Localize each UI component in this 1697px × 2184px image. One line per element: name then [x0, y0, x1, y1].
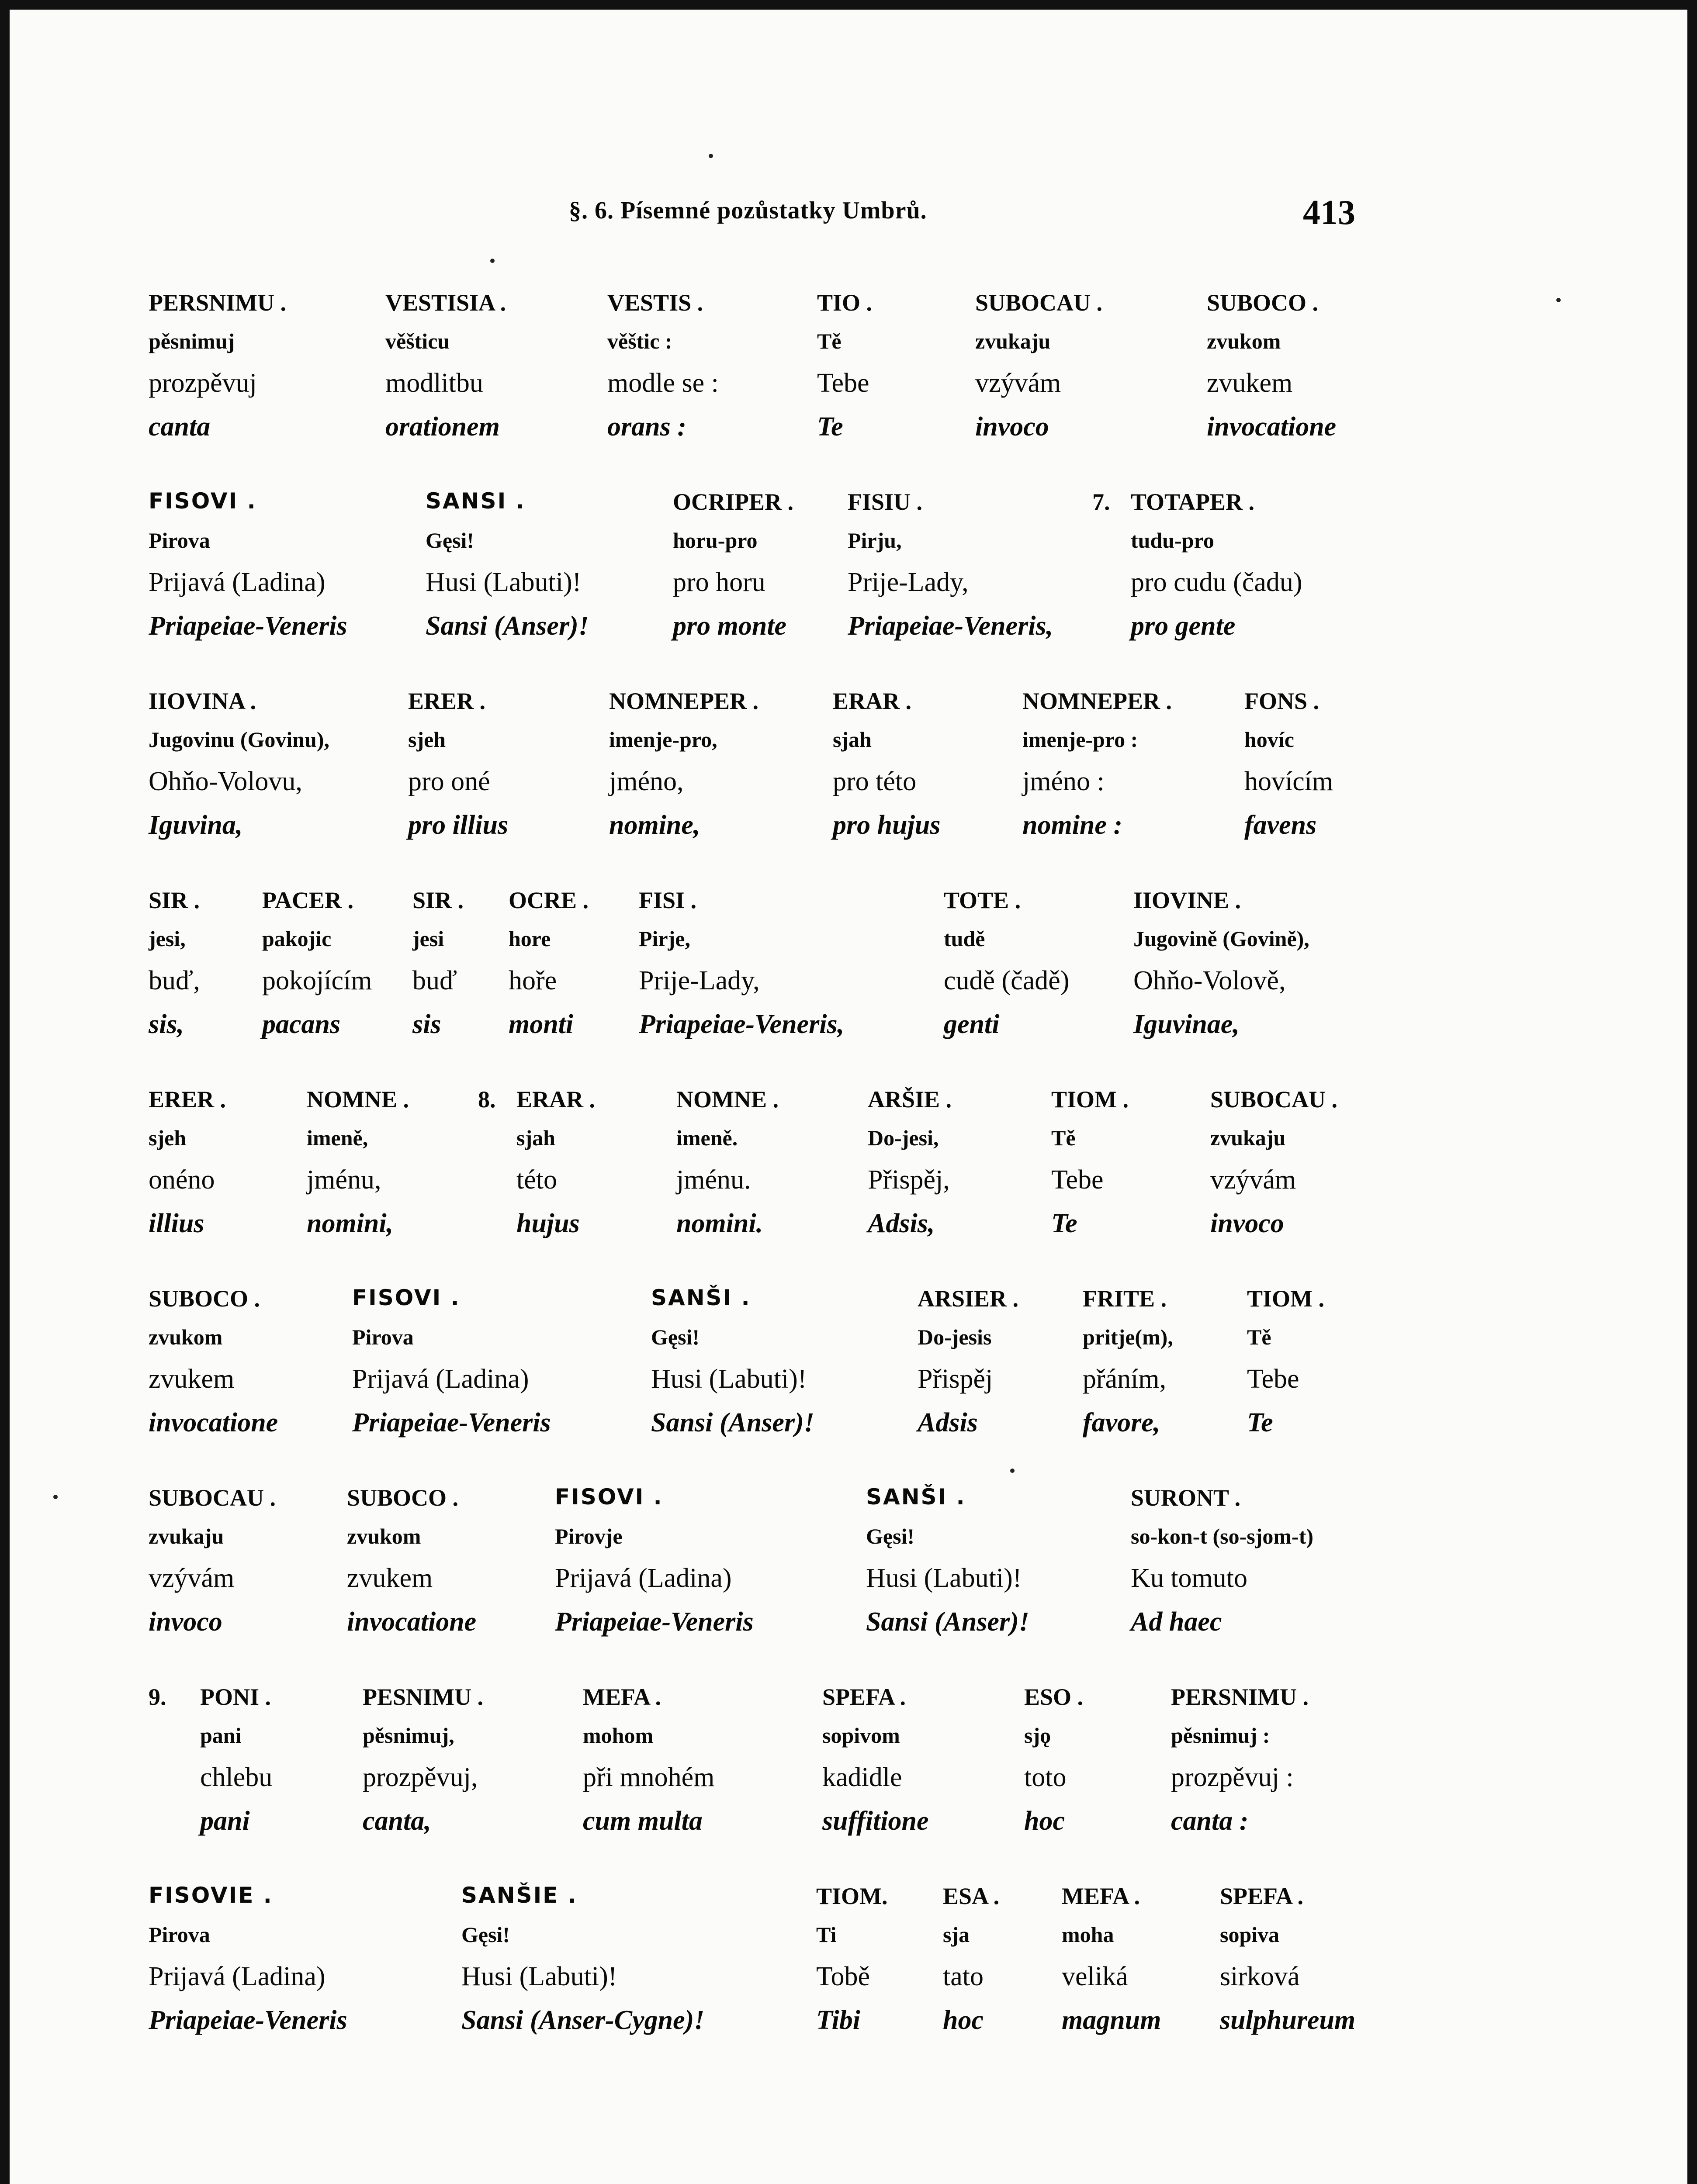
gloss-cell	[651, 1285, 814, 1451]
gloss-cell	[363, 1683, 483, 1849]
latin-translation: Sansi (Anser)!	[651, 1408, 814, 1438]
slavic-gloss: Gęsi!	[651, 1325, 700, 1349]
czech-translation: jméno,	[609, 767, 684, 796]
umbrian-word: OCRIPER .	[673, 489, 794, 515]
row-number: 7.	[1092, 489, 1110, 515]
umbrian-word: SPEFA .	[1220, 1883, 1304, 1909]
slavic-gloss: Pirova	[149, 1922, 210, 1947]
czech-translation: pro horu	[673, 567, 765, 597]
umbrian-word: FRITE .	[1083, 1286, 1167, 1312]
slavic-gloss: sjeh	[408, 727, 446, 752]
gloss-cell	[609, 688, 758, 854]
umbrian-word: PONI .	[200, 1684, 271, 1710]
slavic-gloss: imenje-pro,	[609, 727, 717, 752]
latin-translation: Te	[817, 412, 843, 442]
umbrian-word: FISOVI .	[352, 1285, 461, 1310]
gloss-cell	[816, 1883, 888, 2049]
slavic-gloss: zvukaju	[1210, 1126, 1286, 1150]
umbrian-word: ESO .	[1024, 1684, 1084, 1710]
czech-translation: zvukem	[149, 1364, 235, 1394]
slavic-gloss: pakojic	[262, 926, 332, 951]
umbrian-word: ERER .	[149, 1086, 226, 1113]
umbrian-word: TOTE .	[944, 887, 1021, 913]
latin-translation: orationem	[385, 412, 500, 442]
gloss-cell	[352, 1285, 551, 1451]
czech-translation: kadidle	[822, 1762, 902, 1792]
latin-translation: Te	[1051, 1209, 1077, 1238]
czech-translation: Husi (Labuti)!	[461, 1962, 617, 1991]
umbrian-word: SUBOCO .	[1207, 290, 1319, 316]
czech-translation: této	[516, 1165, 557, 1195]
latin-translation: invocatione	[347, 1607, 477, 1637]
latin-translation: favore,	[1083, 1408, 1160, 1438]
scan-speck	[1556, 298, 1561, 302]
gloss-cell	[149, 289, 286, 455]
row-number: 9.	[149, 1684, 166, 1710]
gloss-cell	[149, 1484, 276, 1650]
latin-translation: canta,	[363, 1806, 431, 1836]
slavic-gloss: věšticu	[385, 329, 450, 353]
gloss-cell	[1210, 1086, 1337, 1252]
latin-translation: Priapeiae-Veneris	[149, 2005, 347, 2035]
slavic-gloss: tudu-pro	[1131, 528, 1214, 553]
czech-translation: Tebe	[1051, 1165, 1104, 1195]
umbrian-word: NOMNE .	[676, 1086, 779, 1113]
latin-translation: invocatione	[149, 1408, 278, 1438]
latin-translation: Sansi (Anser)!	[426, 611, 589, 641]
umbrian-word: SPEFA .	[822, 1684, 906, 1710]
czech-translation: Prije-Lady,	[639, 966, 760, 995]
slavic-gloss: imeně,	[307, 1126, 368, 1150]
scan-speck	[1010, 1469, 1015, 1473]
gloss-cell	[848, 488, 1053, 654]
latin-translation: invoco	[149, 1607, 222, 1637]
umbrian-word: FISOVI .	[555, 1484, 663, 1510]
gloss-cell	[426, 488, 589, 654]
czech-translation: při mnohém	[583, 1762, 715, 1792]
latin-translation: genti	[944, 1009, 1000, 1039]
czech-translation: zvukem	[347, 1563, 433, 1593]
latin-translation: canta :	[1171, 1806, 1249, 1836]
gloss-group-4	[10, 887, 1687, 1044]
slavic-gloss: imenje-pro :	[1022, 727, 1138, 752]
umbrian-word: IIOVINA .	[149, 688, 256, 714]
gloss-cell	[639, 887, 844, 1053]
umbrian-word: MEFA .	[1062, 1883, 1140, 1909]
czech-translation: vzývám	[1210, 1165, 1296, 1195]
czech-translation: Husi (Labuti)!	[866, 1563, 1022, 1593]
czech-translation: veliká	[1062, 1962, 1128, 1991]
gloss-cell	[944, 887, 1069, 1053]
latin-translation: Sansi (Anser)!	[866, 1607, 1029, 1637]
gloss-cell	[1131, 1484, 1313, 1650]
gloss-cell	[676, 1086, 779, 1252]
umbrian-word: IIOVINE .	[1133, 887, 1241, 913]
umbrian-word: SIR .	[149, 887, 200, 913]
slavic-gloss: Pirova	[352, 1325, 414, 1349]
czech-translation: tato	[943, 1962, 984, 1991]
czech-translation: Tebe	[817, 368, 869, 398]
latin-translation: illius	[149, 1209, 204, 1238]
czech-translation: jméno :	[1022, 767, 1105, 796]
scan-speck	[709, 154, 713, 158]
slavic-gloss: věštic :	[607, 329, 672, 353]
book-page	[10, 10, 1687, 2184]
czech-translation: zvukem	[1207, 368, 1293, 398]
latin-translation: Priapeiae-Veneris	[149, 611, 347, 641]
czech-translation: hovícím	[1244, 767, 1333, 796]
czech-translation: pro oné	[408, 767, 490, 796]
slavic-gloss: sjah	[516, 1126, 555, 1150]
umbrian-word: TIOM .	[1247, 1286, 1325, 1312]
umbrian-word: SANŠI .	[866, 1484, 966, 1510]
czech-translation: buď	[412, 966, 457, 995]
latin-translation: hoc	[1024, 1806, 1065, 1836]
running-title: §. 6. Písemné pozůstatky Umbrů.	[569, 197, 927, 224]
latin-translation: pani	[200, 1806, 250, 1836]
czech-translation: Přispěj,	[868, 1165, 950, 1195]
latin-translation: hoc	[943, 2005, 984, 2035]
umbrian-word: FISIU .	[848, 489, 923, 515]
latin-translation: nomini.	[676, 1209, 763, 1238]
czech-translation: pokojícím	[262, 966, 372, 995]
slavic-gloss: Jugovině (Govině),	[1133, 926, 1309, 951]
slavic-gloss: pani	[200, 1723, 242, 1748]
latin-translation: Iguvina,	[149, 810, 243, 840]
latin-translation: Iguvinae,	[1133, 1009, 1240, 1039]
umbrian-word: SUBOCAU .	[975, 290, 1103, 316]
latin-translation: orans :	[607, 412, 686, 442]
slavic-gloss: Jugovinu (Govinu),	[149, 727, 330, 752]
slavic-gloss: imeně.	[676, 1126, 738, 1150]
gloss-cell	[1051, 1086, 1129, 1252]
czech-translation: Tebe	[1247, 1364, 1299, 1394]
slavic-gloss: Tě	[817, 329, 842, 353]
latin-translation: sis	[412, 1009, 441, 1039]
czech-translation: pro této	[833, 767, 917, 796]
slavic-gloss: sja	[943, 1922, 970, 1947]
czech-translation: Prijavá (Ladina)	[149, 567, 326, 597]
slavic-gloss: sopiva	[1220, 1922, 1280, 1947]
latin-translation: pro hujus	[833, 810, 941, 840]
latin-translation: Priapeiae-Veneris	[555, 1607, 754, 1637]
latin-translation: pro illius	[408, 810, 509, 840]
slavic-gloss: jesi,	[149, 926, 186, 951]
czech-translation: přáním,	[1083, 1364, 1167, 1394]
czech-translation: Ohňo-Volově,	[1133, 966, 1286, 995]
gloss-cell	[607, 289, 719, 455]
umbrian-word: SURONT .	[1131, 1485, 1241, 1511]
slavic-gloss: zvukom	[149, 1325, 223, 1349]
scan-speck	[53, 1495, 58, 1499]
scan-speck	[490, 259, 495, 263]
slavic-gloss: sjeh	[149, 1126, 187, 1150]
slavic-gloss: pěsnimuj	[149, 329, 235, 353]
latin-translation: canta	[149, 412, 211, 442]
gloss-cell	[149, 887, 200, 1053]
czech-translation: modle se :	[607, 368, 719, 398]
gloss-cell	[943, 1883, 999, 2049]
latin-translation: nomine,	[609, 810, 700, 840]
umbrian-word: ESA .	[943, 1883, 1000, 1909]
gloss-cell	[918, 1285, 1018, 1451]
gloss-cell	[408, 688, 508, 854]
gloss-cell	[262, 887, 372, 1053]
latin-translation: Adsis	[918, 1408, 978, 1438]
gloss-group-8	[10, 1683, 1687, 1841]
gloss-cell	[412, 887, 464, 1053]
czech-translation: buď,	[149, 966, 200, 995]
latin-translation: monti	[509, 1009, 574, 1039]
slavic-gloss: pěsnimuj,	[363, 1723, 454, 1748]
gloss-cell	[1062, 1883, 1161, 2049]
latin-translation: hujus	[516, 1209, 580, 1238]
slavic-gloss: Pirju,	[848, 528, 902, 553]
gloss-cell	[1171, 1683, 1309, 1849]
gloss-cell	[1083, 1285, 1173, 1451]
umbrian-word: SUBOCAU .	[149, 1485, 276, 1511]
umbrian-word: FONS .	[1244, 688, 1320, 714]
umbrian-word: FISI .	[639, 887, 697, 913]
latin-translation: cum multa	[583, 1806, 703, 1836]
gloss-cell	[385, 289, 506, 455]
gloss-group-3	[10, 688, 1687, 845]
latin-translation: sulphureum	[1220, 2005, 1356, 2035]
slavic-gloss: Do-jesi,	[868, 1126, 939, 1150]
slavic-gloss: tudě	[944, 926, 985, 951]
gloss-group-5	[10, 1086, 1687, 1243]
slavic-gloss: Gęsi!	[461, 1922, 510, 1947]
umbrian-word: PESNIMU .	[363, 1684, 484, 1710]
umbrian-word: ERER .	[408, 688, 486, 714]
row-number: 8.	[478, 1086, 496, 1113]
gloss-cell	[822, 1683, 928, 1849]
slavic-gloss: Pirovje	[555, 1524, 623, 1548]
umbrian-word: SANSI .	[426, 488, 526, 514]
latin-translation: Priapeiae-Veneris,	[848, 611, 1053, 641]
gloss-cell	[149, 1086, 226, 1252]
latin-translation: Priapeiae-Veneris	[352, 1408, 551, 1438]
slavic-gloss: zvukaju	[975, 329, 1051, 353]
umbrian-word: PERSNIMU .	[149, 290, 287, 316]
latin-translation: favens	[1244, 810, 1317, 840]
czech-translation: chlebu	[200, 1762, 273, 1792]
latin-translation: pacans	[262, 1009, 341, 1039]
slavic-gloss: mohom	[583, 1723, 654, 1748]
gloss-cell	[149, 1883, 347, 2049]
gloss-cell	[1247, 1285, 1324, 1451]
czech-translation: prozpěvuj :	[1171, 1762, 1294, 1792]
czech-translation: toto	[1024, 1762, 1067, 1792]
umbrian-word: TOTAPER .	[1131, 489, 1255, 515]
slavic-gloss: hovíc	[1244, 727, 1294, 752]
umbrian-word: ERAR .	[516, 1086, 596, 1113]
umbrian-word: VESTIS .	[607, 290, 703, 316]
czech-translation: jménu.	[676, 1165, 751, 1195]
czech-translation: Husi (Labuti)!	[426, 567, 582, 597]
czech-translation: Ku tomuto	[1131, 1563, 1247, 1593]
czech-translation: cudě (čadě)	[944, 966, 1070, 995]
umbrian-word: OCRE .	[509, 887, 589, 913]
umbrian-word: SANŠIE .	[461, 1883, 578, 1908]
czech-translation: Tobě	[816, 1962, 870, 1991]
umbrian-word: PACER .	[262, 887, 353, 913]
czech-translation: hoře	[509, 966, 557, 995]
gloss-cell	[347, 1484, 476, 1650]
page-header	[10, 193, 1687, 232]
gloss-cell	[673, 488, 793, 654]
gloss-cell	[509, 887, 589, 1053]
latin-translation: Ad haec	[1131, 1607, 1222, 1637]
czech-translation: Husi (Labuti)!	[651, 1364, 807, 1394]
slavic-gloss: zvukaju	[149, 1524, 224, 1548]
gloss-cell	[555, 1484, 754, 1650]
czech-translation: Přispěj	[918, 1364, 993, 1394]
gloss-cell	[1244, 688, 1333, 854]
slavic-gloss: Do-jesis	[918, 1325, 992, 1349]
latin-translation: Sansi (Anser-Cygne)!	[461, 2005, 705, 2035]
umbrian-word: SUBOCAU .	[1210, 1086, 1338, 1113]
slavic-gloss: zvukom	[347, 1524, 421, 1548]
latin-translation: invoco	[975, 412, 1049, 442]
gloss-cell	[817, 289, 872, 455]
latin-translation: invoco	[1210, 1209, 1284, 1238]
umbrian-word: VESTISIA .	[385, 290, 506, 316]
gloss-cell	[516, 1086, 595, 1252]
czech-translation: Prijavá (Ladina)	[352, 1364, 529, 1394]
gloss-cell	[461, 1883, 704, 2049]
umbrian-word: TIO .	[817, 290, 873, 316]
slavic-gloss: Gęsi!	[426, 528, 474, 553]
umbrian-word: ARSIER .	[918, 1286, 1019, 1312]
slavic-gloss: Gęsi!	[866, 1524, 915, 1548]
czech-translation: pro cudu (čadu)	[1131, 567, 1302, 597]
slavic-gloss: sopivom	[822, 1723, 900, 1748]
slavic-gloss: so-kon-t (so-sjom-t)	[1131, 1524, 1313, 1548]
latin-translation: Adsis,	[868, 1209, 935, 1238]
slavic-gloss: zvukom	[1207, 329, 1281, 353]
latin-translation: pro monte	[673, 611, 787, 641]
latin-translation: sis,	[149, 1009, 184, 1039]
latin-translation: Te	[1247, 1408, 1273, 1438]
gloss-cell	[1220, 1883, 1355, 2049]
czech-translation: jménu,	[307, 1165, 381, 1195]
latin-translation: nomini,	[307, 1209, 394, 1238]
umbrian-word: PERSNIMU .	[1171, 1684, 1309, 1710]
gloss-cell	[975, 289, 1102, 455]
czech-translation: vzývám	[149, 1563, 235, 1593]
czech-translation: Prijavá (Ladina)	[149, 1962, 326, 1991]
czech-translation: vzývám	[975, 368, 1061, 398]
czech-translation: sirková	[1220, 1962, 1300, 1991]
umbrian-word: NOMNE .	[307, 1086, 409, 1113]
gloss-cell	[200, 1683, 272, 1849]
latin-translation: magnum	[1062, 2005, 1161, 2035]
slavic-gloss: horu-pro	[673, 528, 758, 553]
latin-translation: suffitione	[822, 1806, 929, 1836]
slavic-gloss: pěsnimuj :	[1171, 1723, 1270, 1748]
gloss-group-2	[10, 488, 1687, 646]
slavic-gloss: Tě	[1051, 1126, 1076, 1150]
slavic-gloss: hore	[509, 926, 551, 951]
umbrian-word: TIOM .	[1051, 1086, 1129, 1113]
czech-translation: modlitbu	[385, 368, 483, 398]
slavic-gloss: moha	[1062, 1922, 1114, 1947]
gloss-cell	[1207, 289, 1336, 455]
gloss-cell	[1131, 488, 1302, 654]
latin-translation: invocatione	[1207, 412, 1337, 442]
slavic-gloss: jesi	[412, 926, 444, 951]
umbrian-word: ARŠIE .	[868, 1086, 952, 1113]
latin-translation: nomine :	[1022, 810, 1123, 840]
gloss-cell	[149, 688, 329, 854]
gloss-cell	[1024, 1683, 1083, 1849]
slavic-gloss: Tě	[1247, 1325, 1271, 1349]
czech-translation: prozpěvuj	[149, 368, 257, 398]
gloss-group-9	[10, 1883, 1687, 2040]
umbrian-word: NOMNEPER .	[1022, 688, 1172, 714]
slavic-gloss: Pirova	[149, 528, 210, 553]
gloss-cell	[149, 1285, 278, 1451]
czech-translation: Prijavá (Ladina)	[555, 1563, 732, 1593]
page-number: 413	[1303, 194, 1355, 232]
slavic-gloss: Pirje,	[639, 926, 690, 951]
slavic-gloss: sjah	[833, 727, 872, 752]
gloss-group-1	[10, 289, 1687, 446]
slavic-gloss: sjǫ	[1024, 1723, 1051, 1748]
umbrian-word: MEFA .	[583, 1684, 661, 1710]
slavic-gloss: Ti	[816, 1922, 837, 1947]
czech-translation: Ohňo-Volovu,	[149, 767, 302, 796]
gloss-cell	[583, 1683, 714, 1849]
umbrian-word: NOMNEPER .	[609, 688, 758, 714]
umbrian-word: FISOVI .	[149, 488, 257, 514]
gloss-cell	[866, 1484, 1029, 1650]
umbrian-word: SANŠI .	[651, 1285, 751, 1310]
umbrian-word: TIOM.	[816, 1883, 888, 1909]
czech-translation: Prije-Lady,	[848, 567, 969, 597]
umbrian-word: FISOVIE .	[149, 1883, 273, 1908]
umbrian-word: ERAR .	[833, 688, 912, 714]
slavic-gloss: pritje(m),	[1083, 1325, 1173, 1349]
gloss-group-7	[10, 1484, 1687, 1641]
czech-translation: prozpěvuj,	[363, 1762, 478, 1792]
latin-translation: Priapeiae-Veneris,	[639, 1009, 845, 1039]
gloss-cell	[868, 1086, 952, 1252]
umbrian-word: SUBOCO .	[149, 1286, 260, 1312]
latin-translation: pro gente	[1131, 611, 1236, 641]
gloss-cell	[1133, 887, 1309, 1053]
umbrian-word: SIR .	[412, 887, 464, 913]
gloss-cell	[833, 688, 940, 854]
gloss-cell	[307, 1086, 409, 1252]
czech-translation: onéno	[149, 1165, 215, 1195]
gloss-group-6	[10, 1285, 1687, 1442]
umbrian-word: SUBOCO .	[347, 1485, 459, 1511]
gloss-cell	[149, 488, 347, 654]
gloss-cell	[1022, 688, 1172, 854]
latin-translation: Tibi	[816, 2005, 861, 2035]
